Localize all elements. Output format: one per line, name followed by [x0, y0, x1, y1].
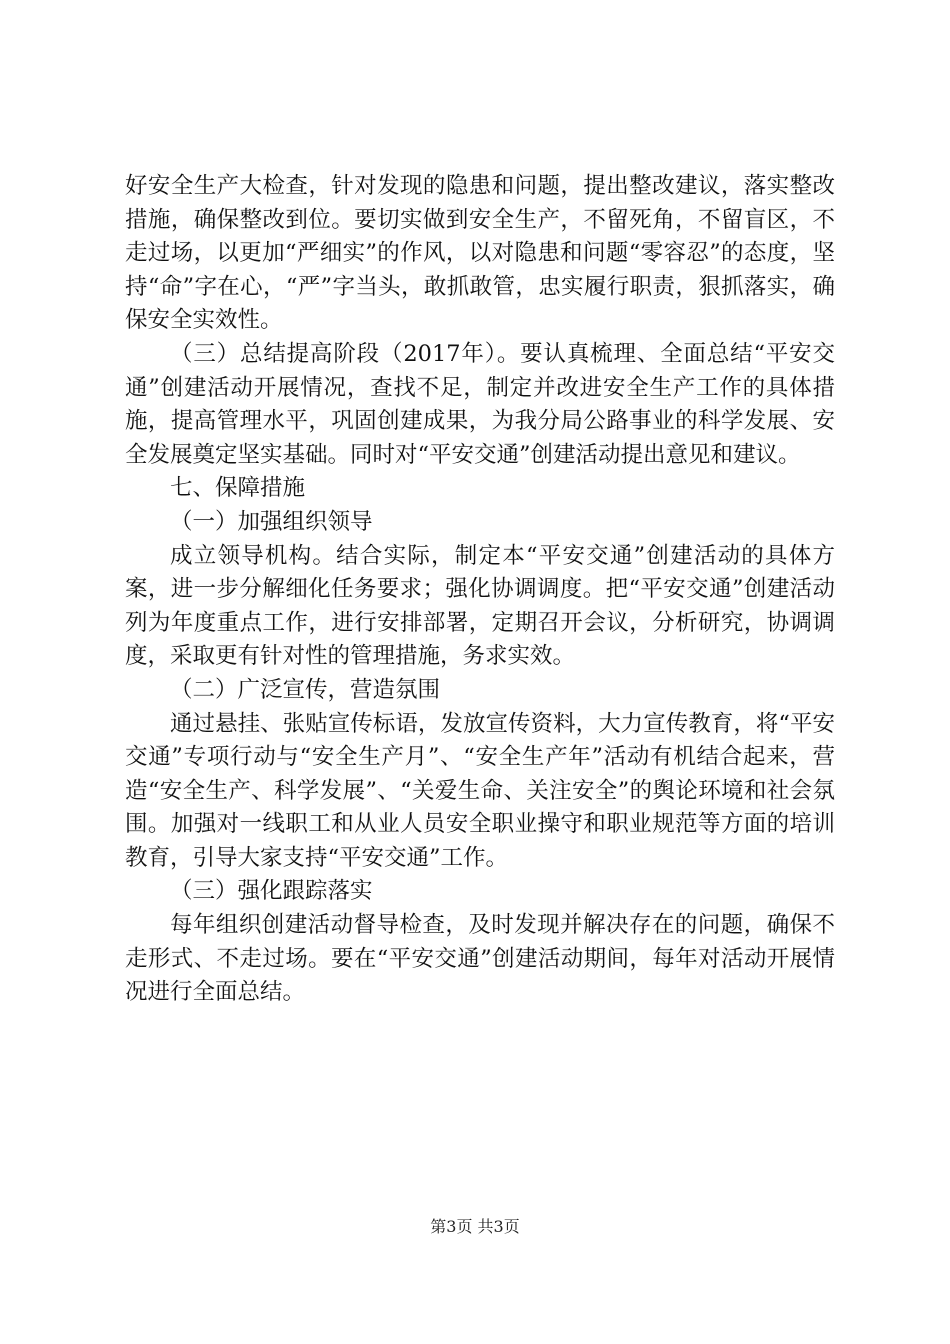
paragraph-organization: 成立领导机构。结合实际，制定本“平安交通”创建活动的具体方案，进一步分解细化任务要求；强化协调调度。把“平安交通”创建活动列为年度重点工作，进行安排部署，定期召开会议，分析研究，协调调度，采取更有针对性的管理措施，务求实效。: [125, 542, 835, 670]
paragraph-publicity: 通过悬挂、张贴宣传标语，发放宣传资料，大力宣传教育，将“平安交通”专项行动与“安全生产月”、“安全生产年”活动有机结合起来，营造“安全生产、科学发展”、“关爱生命、关注安全”的舆论环境和社会氛围。加强对一线职工和从业人员安全职业操守和职业规范等方面的培训教育，引导大家支持“平安交通”工作。: [125, 710, 835, 871]
page-number-label: 第3页 共3页: [430, 1217, 520, 1236]
paragraph-follow-up: 每年组织创建活动督导检查，及时发现并解决存在的问题，确保不走形式、不走过场。要在“平安交通”创建活动期间，每年对活动开展情况进行全面总结。: [125, 912, 835, 1006]
section-heading-safeguards: 七、保障措施: [170, 475, 306, 502]
document-body: [125, 170, 835, 1010]
paragraph-summary-stage: （三）总结提高阶段（2017年）。要认真梳理、全面总结“平安交通”创建活动开展情况，查找不足，制定并改进安全生产工作的具体措施，提高管理水平，巩固创建成果，为我分局公路事业的科学发展、安全发展奠定坚实基础。同时对“平安交通”创建活动提出意见和建议。: [125, 340, 835, 468]
subheading-publicity: （二）广泛宣传，营造氛围: [170, 676, 441, 703]
paragraph-continuation: 好安全生产大检查，针对发现的隐患和问题，提出整改建议，落实整改措施，确保整改到位。要切实做到安全生产，不留死角，不留盲区，不走过场，以更加“严细实”的作风，以对隐患和问题“零容忍”的态度，坚持“命”字在心，“严”字当头，敢抓敢管，忠实履行职责，狠抓落实，确保安全实效性。: [125, 173, 835, 334]
subheading-follow-up: （三）强化跟踪落实: [170, 878, 373, 905]
page-footer: [0, 1214, 950, 1237]
subheading-organization: （一）加强组织领导: [170, 508, 373, 535]
